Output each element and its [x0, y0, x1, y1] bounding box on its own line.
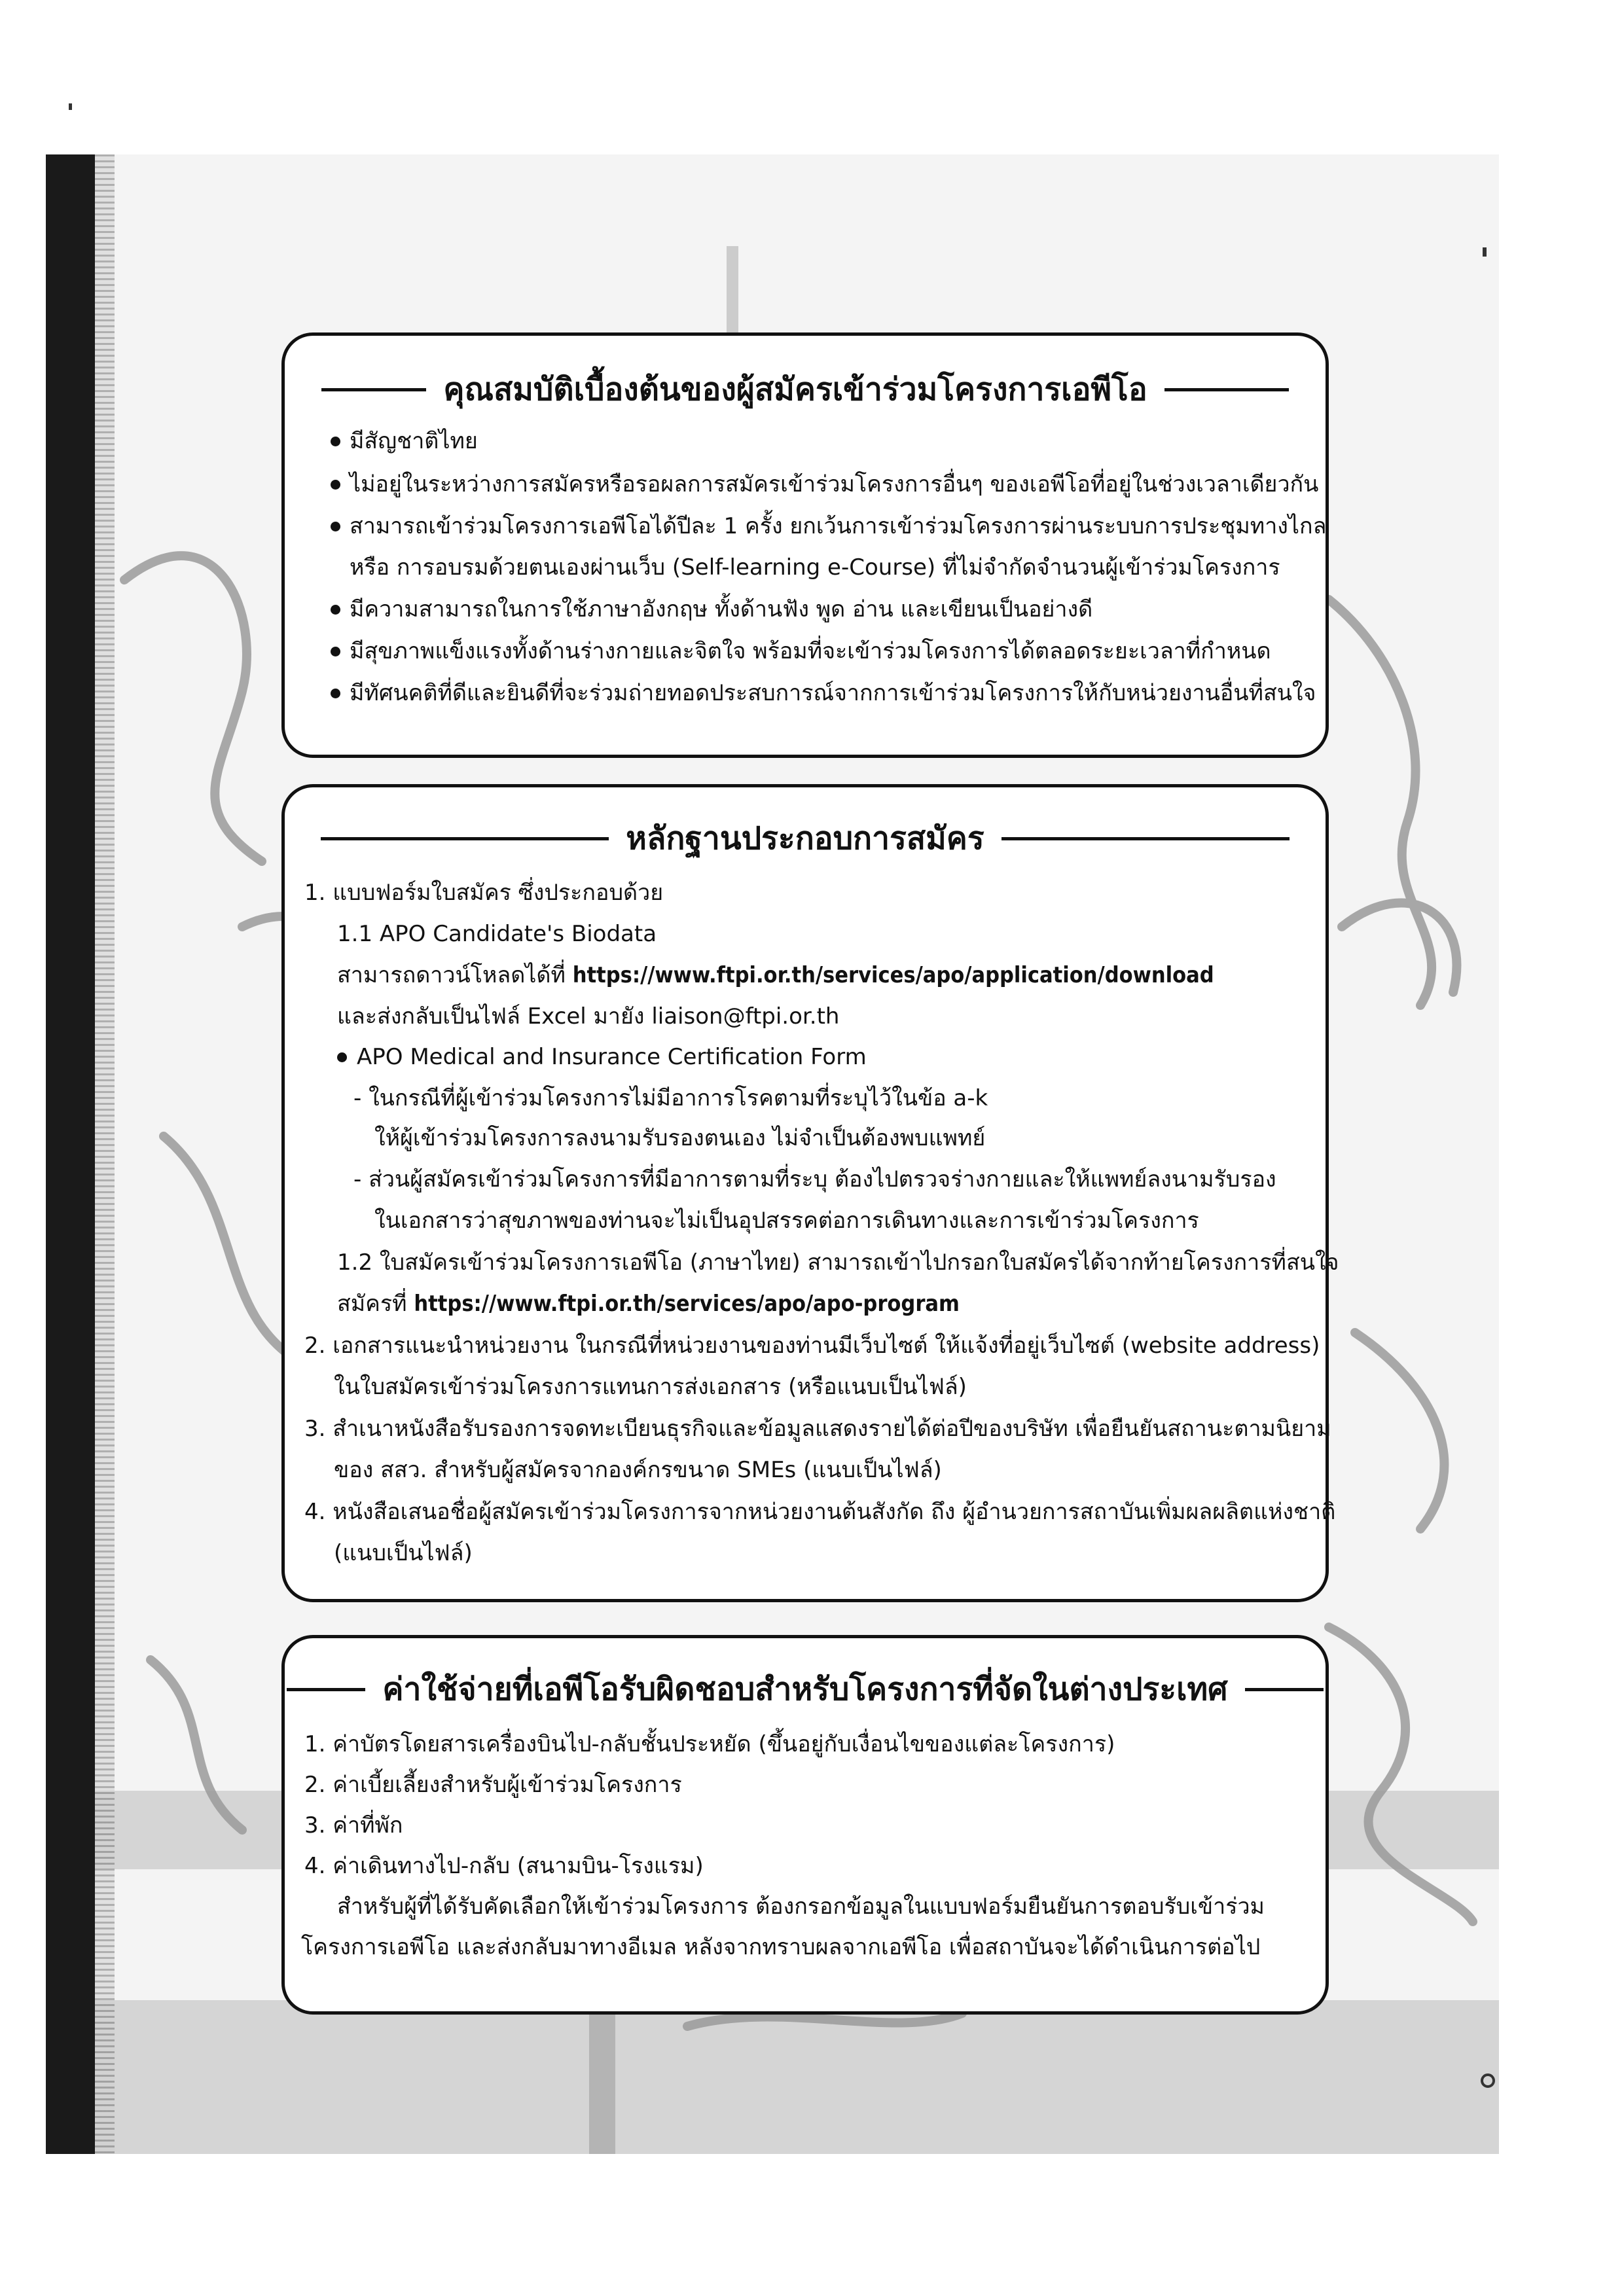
- medical-note-a1: - ในกรณีที่ผู้เข้าร่วมโครงการไม่มีอาการโรคตามที่ระบุไว้ในข้อ a-k: [353, 1085, 988, 1111]
- bullet-icon: [331, 689, 340, 698]
- bullet-icon: [331, 647, 340, 656]
- document-item-3-continued: ของ สสว. สำหรับผู้สมัครจากองค์กรขนาด SMEs (แนบเป็นไฟล์): [334, 1457, 942, 1483]
- expense-note-line-2: โครงการเอพีโอ และส่งกลับมาทางอีเมล หลังจากทราบผลจากเอพีโอ เพื่อสถาบันจะได้ดำเนินการต่อไป: [301, 1934, 1261, 1960]
- bullet-icon: [337, 1052, 347, 1062]
- expenses-title: ค่าใช้จ่ายที่เอพีโอรับผิดชอบสำหรับโครงการที่จัดในต่างประเทศ: [382, 1671, 1228, 1708]
- document-item-2: 2. เอกสารแนะนำหน่วยงาน ในกรณีที่หน่วยงานของท่านมีเว็บไซต์ ให้แจ้งที่อยู่เว็บไซต์ (website address): [304, 1333, 1320, 1359]
- document-item-4: 4. หนังสือเสนอชื่อผู้สมัครเข้าร่วมโครงการจากหน่วยงานต้นสังกัด ถึง ผู้อำนวยการสถาบันเพิ่มผลผลิตแห่งชาติ: [304, 1499, 1336, 1525]
- eligibility-item: สามารถเข้าร่วมโครงการเอพีโอได้ปีละ 1 ครั้ง ยกเว้นการเข้าร่วมโครงการผ่านระบบการประชุมทางไกล: [350, 513, 1327, 539]
- expense-item: 2. ค่าเบี้ยเลี้ยงสำหรับผู้เข้าร่วมโครงการ: [304, 1772, 682, 1798]
- expense-item: 3. ค่าที่พัก: [304, 1812, 403, 1839]
- eligibility-item-continued: หรือ การอบรมด้วยตนเองผ่านเว็บ (Self-learning e-Course) ที่ไม่จำกัดจำนวนผู้เข้าร่วมโครงการ: [350, 554, 1280, 581]
- eligibility-title: คุณสมบัติเบื้องต้นของผู้สมัครเข้าร่วมโครงการเอพีโอ: [443, 371, 1147, 408]
- expense-note-line-1: สำหรับผู้ที่ได้รับคัดเลือกให้เข้าร่วมโครงการ ต้องกรอกข้อมูลในแบบฟอร์มยืนยันการตอบรับเข้าร่วม: [337, 1893, 1265, 1920]
- send-excel-line: และส่งกลับเป็นไฟล์ Excel มายัง liaison@ftpi.or.th: [337, 1003, 840, 1030]
- bullet-icon: [331, 437, 340, 446]
- documents-title-row: [285, 814, 1326, 863]
- download-line: [337, 964, 1214, 986]
- bullet-icon: [331, 480, 340, 490]
- title-rule-left: [287, 1688, 365, 1691]
- expenses-title-row: [285, 1664, 1326, 1714]
- bullet-icon: [331, 522, 340, 531]
- title-rule-right: [1001, 837, 1290, 840]
- title-rule-right: [1245, 1688, 1324, 1691]
- document-item-2-continued: ในใบสมัครเข้าร่วมโครงการแทนการส่งเอกสาร (หรือแนบเป็นไฟล์): [334, 1374, 967, 1400]
- expense-item: 4. ค่าเดินทางไป-กลับ (สนามบิน-โรงแรม): [304, 1853, 704, 1879]
- scan-speck: [1483, 247, 1487, 257]
- document-item-4-continued: (แนบเป็นไฟล์): [334, 1540, 473, 1566]
- apply-line: [337, 1293, 960, 1315]
- title-rule-left: [321, 388, 426, 391]
- eligibility-item: มีสัญชาติไทย: [350, 428, 478, 454]
- document-item-3: 3. สำเนาหนังสือรับรองการจดทะเบียนธุรกิจและข้อมูลแสดงรายได้ต่อปีของบริษัท เพื่อยืนยันสถานะตามนิยาม: [304, 1416, 1331, 1442]
- medical-note-a2: ให้ผู้เข้าร่วมโครงการลงนามรับรองตนเอง ไม่จำเป็นต้องพบแพทย์: [374, 1125, 986, 1151]
- bullet-icon: [331, 605, 340, 615]
- document-item-1: 1. แบบฟอร์มใบสมัคร ซึ่งประกอบด้วย: [304, 880, 664, 906]
- apply-prefix: สมัครที่: [337, 1291, 414, 1317]
- documents-title: หลักฐานประกอบการสมัคร: [626, 820, 984, 857]
- download-url-link[interactable]: https://www.ftpi.or.th/services/apo/application/download: [572, 962, 1214, 988]
- medical-note-b1: - ส่วนผู้สมัครเข้าร่วมโครงการที่มีอาการตามที่ระบุ ต้องไปตรวจร่างกายและให้แพทย์ลงนามรับรอง: [353, 1166, 1276, 1193]
- scan-speck: [69, 103, 72, 110]
- medical-note-b2: ในเอกสารว่าสุขภาพของท่านจะไม่เป็นอุปสรรคต่อการเดินทางและการเข้าร่วมโครงการ: [374, 1208, 1199, 1234]
- expense-item: 1. ค่าบัตรโดยสารเครื่องบินไป-กลับชั้นประหยัด (ขึ้นอยู่กับเงื่อนไขของแต่ละโครงการ): [304, 1731, 1115, 1757]
- apply-url-link[interactable]: https://www.ftpi.or.th/services/apo/apo-program: [414, 1291, 960, 1317]
- eligibility-title-row: [285, 365, 1326, 414]
- eligibility-item: มีทัศนคติที่ดีและยินดีที่จะร่วมถ่ายทอดประสบการณ์จากการเข้าร่วมโครงการให้กับหน่วยงานอื่นที่สนใจ: [350, 680, 1316, 706]
- medical-form-label: APO Medical and Insurance Certification Form: [357, 1044, 867, 1070]
- eligibility-item: ไม่อยู่ในระหว่างการสมัครหรือรอผลการสมัครเข้าร่วมโครงการอื่นๆ ของเอพีโอที่อยู่ในช่วงเวลาเดียวกัน: [350, 471, 1319, 497]
- scan-ring-mark: [1481, 2073, 1495, 2088]
- title-rule-left: [321, 837, 609, 840]
- eligibility-item: มีความสามารถในการใช้ภาษาอังกฤษ ทั้งด้านฟัง พูด อ่าน และเขียนเป็นอย่างดี: [350, 596, 1093, 622]
- eligibility-item: มีสุขภาพแข็งแรงทั้งด้านร่างกายและจิตใจ พร้อมที่จะเข้าร่วมโครงการได้ตลอดระยะเวลาที่กำหนด: [350, 638, 1271, 664]
- download-prefix: สามารถดาวน์โหลดได้ที่: [337, 962, 573, 988]
- title-rule-right: [1164, 388, 1289, 391]
- document-item-1-2: 1.2 ใบสมัครเข้าร่วมโครงการเอพีโอ (ภาษาไทย) สามารถเข้าไปกรอกใบสมัครได้จากท้ายโครงการที่สนใจ: [337, 1249, 1339, 1276]
- binding-shadow: [95, 154, 115, 2154]
- document-item-1-1: 1.1 APO Candidate's Biodata: [337, 921, 657, 947]
- binding-edge: [46, 154, 95, 2154]
